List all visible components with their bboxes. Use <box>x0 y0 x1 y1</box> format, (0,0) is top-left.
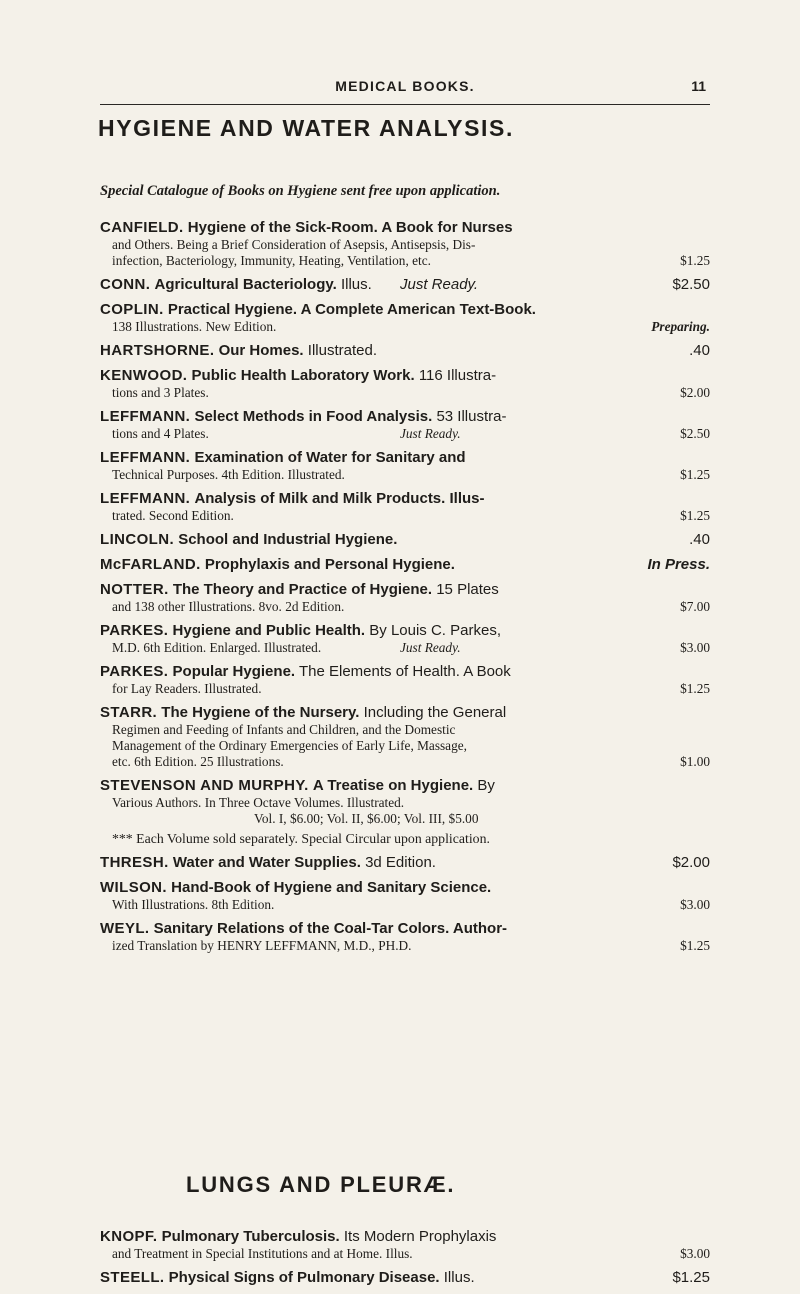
entry-first-line <box>100 449 712 467</box>
entry-title: The Hygiene of the Nursery. <box>161 704 360 721</box>
catalogue-entry <box>100 219 712 269</box>
entry-status: Just Ready. <box>400 640 461 655</box>
entry-detail: 53 Illustra- <box>436 408 507 425</box>
entry-author: CANFIELD. <box>100 219 184 236</box>
entry-detail: Illus. <box>443 1269 475 1286</box>
entry-status: In Press. <box>647 556 710 573</box>
entry-price: $3.00 <box>680 897 710 912</box>
entry-title: Sanitary Relations of the Coal-Tar Colors. Author- <box>153 920 508 937</box>
entry-line: for Lay Readers. Illustrated. $1.25 <box>112 681 710 696</box>
entry-first-line <box>100 219 712 237</box>
entry-title: Analysis of Milk and Milk Products. Illus- <box>194 490 485 507</box>
entry-price: $2.50 <box>680 426 710 441</box>
entry-price: $3.00 <box>680 1246 710 1261</box>
entry-title: Pulmonary Tuberculosis. <box>161 1228 340 1245</box>
entry-first-line <box>100 408 712 426</box>
entry-title: Hygiene of the Sick-Room. A Book for Nurses <box>187 219 513 236</box>
catalogue-entry <box>100 879 712 913</box>
entry-title: Popular Hygiene. <box>172 663 296 680</box>
entry-author: STEELL. <box>100 1269 165 1286</box>
entry-title: Our Homes. <box>218 342 304 359</box>
entry-line: tions and 4 Plates. Just Ready. $2.50 <box>112 426 710 441</box>
entry-price: $7.00 <box>680 599 710 614</box>
entry-author: THRESH. <box>100 854 169 871</box>
entry-title: Practical Hygiene. A Complete American Text-Book. <box>167 301 536 318</box>
entry-detail: Illus. <box>340 276 372 293</box>
entry-price: $1.00 <box>680 754 710 769</box>
entry-title: School and Industrial Hygiene. <box>178 531 398 548</box>
entry-line: etc. 6th Edition. 25 Illustrations. $1.00 <box>112 754 710 769</box>
catalogue-entry <box>100 854 712 872</box>
entry-first-line <box>100 704 712 722</box>
catalogue-entry <box>100 276 712 294</box>
entry-author: LEFFMANN. <box>100 490 191 507</box>
catalogue-entry <box>100 777 712 827</box>
catalogue-entry <box>100 704 712 770</box>
entry-line: 138 Illustrations. New Edition. Preparing. <box>112 319 710 334</box>
entry-note: *** Each Volume sold separately. Special Circular upon application. <box>112 831 490 846</box>
entry-author: McFARLAND. <box>100 556 201 573</box>
catalogue-entry <box>100 449 712 483</box>
entry-line: Regimen and Feeding of Infants and Children, and the Domestic <box>112 722 456 737</box>
hygiene-entries <box>100 219 712 961</box>
volume-prices: Vol. I, $6.00; Vol. II, $6.00; Vol. III, $5.00 <box>254 811 479 826</box>
entry-author: LINCOLN. <box>100 531 175 548</box>
entry-first-line <box>100 531 712 549</box>
entry-volumes <box>100 811 712 827</box>
entry-price: $1.25 <box>680 681 710 696</box>
entry-first-line <box>100 1228 712 1246</box>
entry-author: STARR. <box>100 704 158 721</box>
entry-line: trated. Second Edition. $1.25 <box>112 508 710 523</box>
catalogue-entry <box>100 408 712 442</box>
entry-line: ized Translation by HENRY LEFFMANN, M.D., PH.D. $1.25 <box>112 938 710 953</box>
catalogue-entry <box>100 490 712 524</box>
page-number: 11 <box>691 78 706 94</box>
catalogue-entry <box>100 531 712 549</box>
entry-title: Public Health Laboratory Work. <box>191 367 415 384</box>
catalogue-entry <box>100 1269 712 1287</box>
entry-author: COPLIN. <box>100 301 164 318</box>
entry-title: Physical Signs of Pulmonary Disease. <box>168 1269 440 1286</box>
entry-status: Just Ready. <box>400 426 461 441</box>
entry-detail: By Louis C. Parkes, <box>369 622 501 639</box>
entry-price: $1.25 <box>680 508 710 523</box>
entry-line: and 138 other Illustrations. 8vo. 2d Edition. $7.00 <box>112 599 710 614</box>
lungs-entries <box>100 1228 712 1294</box>
entry-status: Preparing. <box>651 319 710 334</box>
entry-first-line <box>100 777 712 795</box>
entry-author: LEFFMANN. <box>100 449 191 466</box>
entry-price: $2.50 <box>672 276 710 293</box>
entry-author: PARKES. <box>100 622 169 639</box>
entry-title: A Treatise on Hygiene. <box>312 777 474 794</box>
entry-line: M.D. 6th Edition. Enlarged. Illustrated. Just Ready. $3.00 <box>112 640 710 655</box>
section-heading-hygiene: HYGIENE AND WATER ANALYSIS. <box>98 115 514 141</box>
entry-first-line <box>100 581 712 599</box>
entry-first-line <box>100 920 712 938</box>
entry-first-line <box>100 663 712 681</box>
entry-author: LEFFMANN. <box>100 408 191 425</box>
catalogue-entry <box>100 581 712 615</box>
entry-line: With Illustrations. 8th Edition. $3.00 <box>112 897 710 912</box>
entry-author: HARTSHORNE. <box>100 342 215 359</box>
entry-author: KNOPF. <box>100 1228 158 1245</box>
entry-line: infection, Bacteriology, Immunity, Heating, Ventilation, etc. $1.25 <box>112 253 710 268</box>
entry-detail: The Elements of Health. A Book <box>298 663 511 680</box>
catalogue-entry <box>100 342 712 360</box>
entry-detail: 3d Edition. <box>365 854 436 871</box>
running-head <box>100 76 710 105</box>
entry-price: $1.25 <box>680 467 710 482</box>
entry-title: Hand-Book of Hygiene and Sanitary Science. <box>171 879 492 896</box>
entry-detail: 15 Plates <box>436 581 499 598</box>
entry-price: .40 <box>689 342 710 359</box>
entry-line: and Treatment in Special Institutions and at Home. Illus. $3.00 <box>112 1246 710 1261</box>
entry-title: Water and Water Supplies. <box>172 854 361 871</box>
catalogue-entry <box>100 367 712 401</box>
entry-price: $1.25 <box>680 253 710 268</box>
entry-title: Select Methods in Food Analysis. <box>194 408 433 425</box>
entry-first-line <box>100 276 712 294</box>
entry-author: STEVENSON AND MURPHY. <box>100 777 309 794</box>
entry-title: Agricultural Bacteriology. <box>154 276 337 293</box>
entry-price: $2.00 <box>672 854 710 871</box>
catalogue-entry <box>100 1228 712 1262</box>
entry-author: CONN. <box>100 276 151 293</box>
entry-first-line <box>100 367 712 385</box>
catalogue-entry <box>100 622 712 656</box>
entry-author: PARKES. <box>100 663 169 680</box>
entry-price: $1.25 <box>680 938 710 953</box>
entry-author: WILSON. <box>100 879 167 896</box>
entry-title: Prophylaxis and Personal Hygiene. <box>204 556 455 573</box>
entry-line: and Others. Being a Brief Consideration of Asepsis, Antisepsis, Dis- <box>112 237 476 252</box>
entry-first-line <box>100 1269 712 1287</box>
entry-detail: 116 Illustra- <box>418 367 497 384</box>
entry-first-line <box>100 556 712 574</box>
entry-detail: Its Modern Prophylaxis <box>343 1228 497 1245</box>
catalogue-entry <box>100 663 712 697</box>
entry-first-line <box>100 854 712 872</box>
entry-detail: By <box>477 777 495 794</box>
entry-first-line <box>100 622 712 640</box>
entry-line: Various Authors. In Three Octave Volumes. Illustrated. <box>112 795 405 810</box>
entry-price: $2.00 <box>680 385 710 400</box>
entry-title: Examination of Water for Sanitary and <box>194 449 466 466</box>
entry-title: The Theory and Practice of Hygiene. <box>172 581 433 598</box>
entry-detail: Including the General <box>363 704 507 721</box>
entry-first-line <box>100 301 712 319</box>
entry-author: WEYL. <box>100 920 150 937</box>
entry-line: Technical Purposes. 4th Edition. Illustrated. $1.25 <box>112 467 710 482</box>
entry-price: $1.25 <box>672 1269 710 1286</box>
entry-first-line <box>100 342 712 360</box>
section-heading-lungs: LUNGS AND PLEURÆ. <box>186 1172 456 1197</box>
catalogue-entry <box>100 556 712 574</box>
entry-first-line <box>100 490 712 508</box>
catalogue-entry <box>100 920 712 954</box>
catalogue-subtitle: Special Catalogue of Books on Hygiene sent free upon application. <box>100 183 501 199</box>
running-title: MEDICAL BOOKS. <box>335 78 475 94</box>
entry-line: tions and 3 Plates. $2.00 <box>112 385 710 400</box>
entry-status: Just Ready. <box>400 276 479 293</box>
entry-line: Management of the Ordinary Emergencies of Early Life, Massage, <box>112 738 467 753</box>
entry-author: KENWOOD. <box>100 367 188 384</box>
entry-detail: Illustrated. <box>307 342 377 359</box>
entry-price: .40 <box>689 531 710 548</box>
entry-title: Hygiene and Public Health. <box>172 622 366 639</box>
catalogue-entry <box>100 301 712 335</box>
entry-price: $3.00 <box>680 640 710 655</box>
entry-author: NOTTER. <box>100 581 169 598</box>
entry-first-line <box>100 879 712 897</box>
